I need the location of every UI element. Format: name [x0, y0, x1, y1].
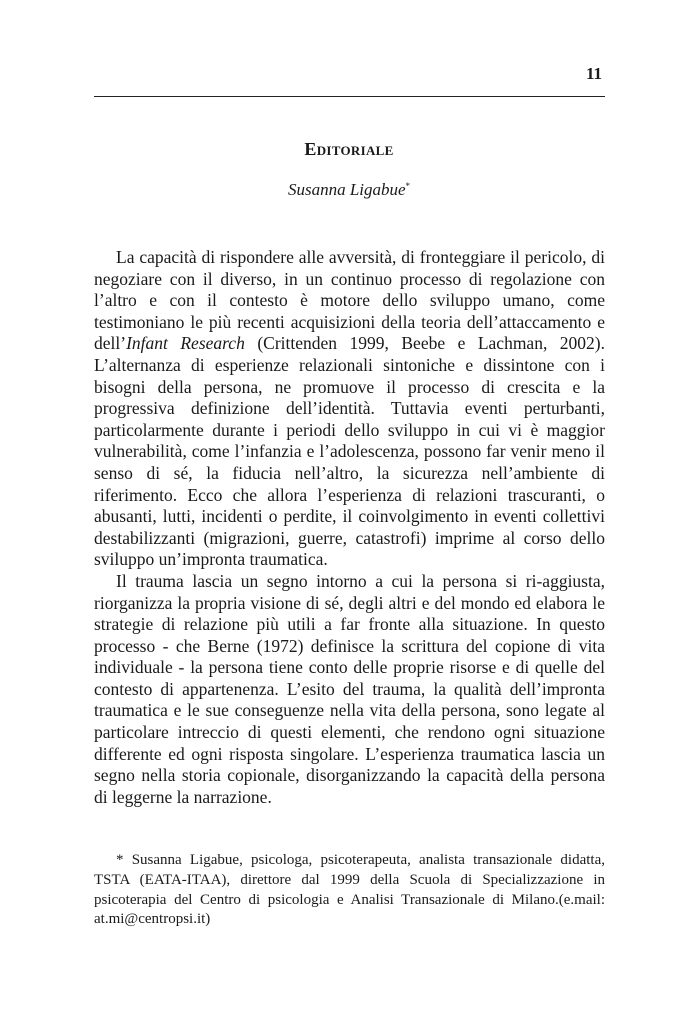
emphasized-term: Infant Research	[126, 333, 245, 354]
paragraph-text: (Crittenden 1999, Beebe e Lachman, 2002). L’alternanza di esperienze relazionali sintoniche e dissintone con i bisogni della persona, ne promuove il processo di crescita e la progressiva definizione dell’identità. Tuttavia eventi perturbanti, particolarmente durante i periodi dello sviluppo in cui vi è maggior vulnerabilità, come l’infanzia e l’adolescenza, possono far venir meno il senso di sé, la fiducia nell’altro, la sicurezza nell’ambiente di riferimento. Ecco che allora l’esperienza di relazioni trascuranti, o abusanti, lutti, incidenti o perdite, il coinvolgimento in eventi collettivi destabilizzanti (migrazioni, guerre, catastrofi) imprime al corso dello sviluppo un’impronta traumatica.	[94, 333, 606, 570]
article-title: Editoriale	[304, 139, 394, 159]
page-number: 11	[585, 64, 602, 83]
paragraph-text: La capacità di rispondere alle avversità, di fronteggiare il pericolo, di negoziare con il diverso, in un continuo processo di regolazione con l’altro e con il contesto è motore dello sviluppo umano, come testimoniano le più recenti acquisizioni della teoria dell’attaccamento e dell’	[94, 247, 605, 354]
header-rule	[94, 96, 605, 97]
paragraph: Il trauma lascia un segno intorno a cui la persona si ri-aggiusta, riorganizza la propria visione di sé, degli altri e del mondo ed elabora le strategie di relazione più utili a far fronte alla situazione. In questo processo - che Berne (1972) definisce la scrittura del copione di vita individuale - la persona tiene conto delle proprie risorse e di quelle del contesto di appartenenza. L’esito del trauma, la qualità dell’impronta traumatica e le sue conseguenze nella vita della persona, sono legate al particolare intreccio di questi elementi, che rendono ogni situazione differente ed ogni risposta singolare. L’esperienza traumatica lascia un segno nella storia copionale, disorganizzando la capacità della persona di leggerne la narrazione.	[94, 570, 605, 807]
paragraph	[94, 247, 605, 571]
footnote	[94, 851, 605, 930]
author-line	[0, 180, 698, 200]
author-footnote-marker: *	[405, 181, 411, 191]
footnote-text: * Susanna Ligabue, psicologa, psicoterapeuta, analista transazionale didatta, TSTA (EATA-ITAA), direttore dal 1999 della Scuola di Specializzazione in psicoterapia del Centro di psicologia e Analisi Transazionale di Milano.(e.mail: at.mi@centropsi.it)	[94, 852, 605, 928]
author-name: Susanna Ligabue	[287, 180, 406, 199]
article-body	[94, 247, 605, 808]
